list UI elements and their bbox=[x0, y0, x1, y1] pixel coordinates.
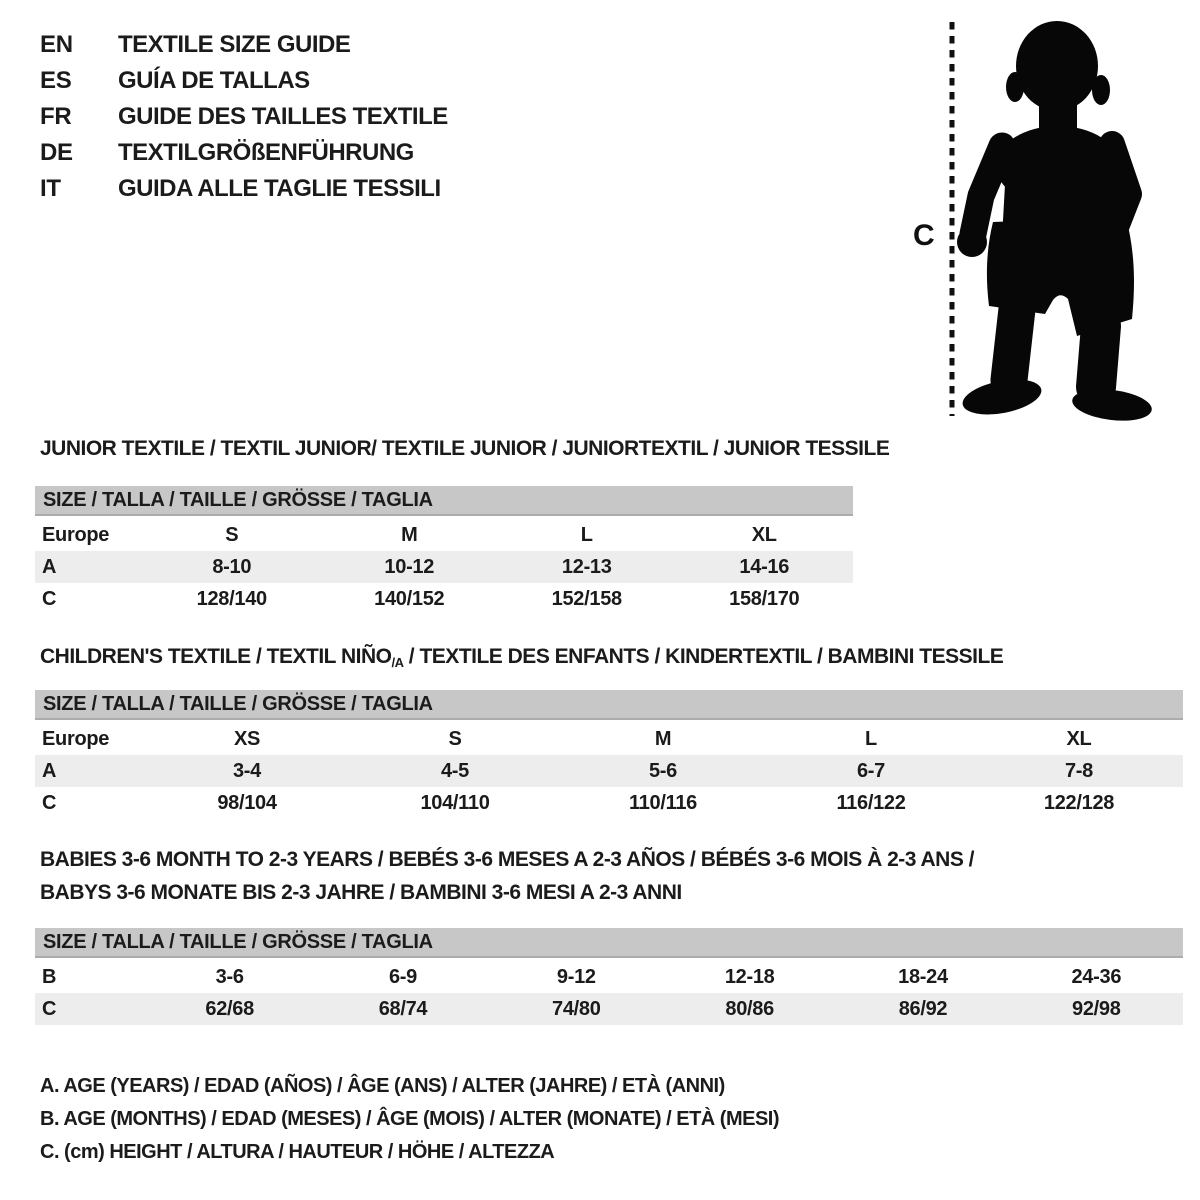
language-code: ES bbox=[40, 67, 72, 94]
cell: 62/68 bbox=[205, 998, 254, 1020]
height-measure-label: C bbox=[913, 219, 935, 252]
language-row-it bbox=[40, 171, 448, 207]
cell: 158/170 bbox=[729, 588, 800, 610]
language-row-de bbox=[40, 135, 448, 171]
row-label: A bbox=[42, 760, 57, 782]
cell: 5-6 bbox=[648, 760, 677, 782]
cell: XL bbox=[751, 524, 777, 546]
table-row bbox=[35, 787, 1183, 819]
cell: L bbox=[865, 728, 877, 750]
junior-section-heading: JUNIOR TEXTILE / TEXTIL JUNIOR/ TEXTILE JUNIOR / JUNIORTEXTIL / JUNIOR TESSILE bbox=[40, 437, 890, 460]
cell: 104/110 bbox=[420, 792, 490, 814]
size-header: SIZE / TALLA / TAILLE / GRÖSSE / TAGLIA bbox=[35, 486, 853, 516]
table-row bbox=[35, 519, 853, 551]
language-row-fr bbox=[40, 99, 448, 135]
children-heading-sub: /A bbox=[391, 655, 404, 670]
row-label: Europe bbox=[42, 728, 110, 750]
row-label: C bbox=[42, 792, 57, 814]
cell: 80/86 bbox=[725, 998, 774, 1020]
row-label: B bbox=[42, 966, 57, 988]
language-code: FR bbox=[40, 103, 72, 130]
cell: L bbox=[580, 524, 593, 546]
cell: 10-12 bbox=[384, 556, 435, 578]
children-section-heading bbox=[40, 645, 1003, 675]
babies-section-heading bbox=[40, 848, 974, 905]
language-row-es bbox=[40, 63, 448, 99]
children-heading-post: / TEXTILE DES ENFANTS / KINDERTEXTIL / BAMBINI TESSILE bbox=[403, 645, 1004, 668]
row-label: C bbox=[42, 998, 57, 1020]
language-code: EN bbox=[40, 31, 73, 58]
baby-silhouette-figure bbox=[905, 14, 1155, 426]
size-header: SIZE / TALLA / TAILLE / GRÖSSE / TAGLIA bbox=[35, 928, 1183, 958]
cell: 3-4 bbox=[232, 760, 261, 782]
cell: S bbox=[448, 728, 462, 750]
legend-line-a: A. AGE (YEARS) / EDAD (AÑOS) / ÂGE (ANS) / ALTER (JAHRE) / ETÀ (ANNI) bbox=[40, 1075, 725, 1097]
cell: 9-12 bbox=[556, 966, 596, 988]
legend-line-c: C. (cm) HEIGHT / ALTURA / HAUTEUR / HÖHE / ALTEZZA bbox=[40, 1141, 555, 1163]
table-row bbox=[35, 551, 853, 583]
cell: 4-5 bbox=[440, 760, 469, 782]
language-title: GUÍA DE TALLAS bbox=[118, 67, 310, 94]
cell: 152/158 bbox=[551, 588, 622, 610]
cell: 116/122 bbox=[836, 792, 906, 814]
cell: 122/128 bbox=[1043, 792, 1115, 814]
language-title: GUIDE DES TAILLES TEXTILE bbox=[118, 103, 448, 130]
language-list bbox=[40, 27, 448, 207]
cell: S bbox=[225, 524, 239, 546]
row-label: A bbox=[42, 556, 57, 578]
children-size-table bbox=[35, 690, 1183, 819]
table-row bbox=[35, 583, 853, 615]
cell: M bbox=[654, 728, 672, 750]
legend bbox=[40, 1070, 779, 1169]
table-row bbox=[35, 993, 1183, 1025]
cell: 74/80 bbox=[552, 998, 601, 1020]
language-code: IT bbox=[40, 175, 61, 202]
babies-heading-line1: BABIES 3-6 MONTH TO 2-3 YEARS / BEBÉS 3-6 MESES A 2-3 AÑOS / BÉBÉS 3-6 MOIS À 2-3 ANS / bbox=[40, 848, 975, 871]
cell: 68/74 bbox=[378, 998, 428, 1020]
cell: 12-18 bbox=[724, 966, 775, 988]
cell: XL bbox=[1066, 728, 1092, 750]
baby-silhouette-icon bbox=[957, 21, 1154, 425]
cell: 7-8 bbox=[1064, 760, 1093, 782]
cell: 8-10 bbox=[212, 556, 252, 578]
row-label: C bbox=[42, 588, 57, 610]
row-label: Europe bbox=[42, 524, 110, 546]
table-row bbox=[35, 755, 1183, 787]
children-heading-pre: CHILDREN'S TEXTILE / TEXTIL NIÑO bbox=[40, 645, 392, 668]
cell: 18-24 bbox=[898, 966, 948, 988]
table-row bbox=[35, 723, 1183, 755]
language-row-en bbox=[40, 27, 448, 63]
babies-heading-line2: BABYS 3-6 MONATE BIS 2-3 JAHRE / BAMBINI 3-6 MESI A 2-3 ANNI bbox=[40, 881, 682, 904]
cell: 98/104 bbox=[217, 792, 277, 814]
legend-line-b: B. AGE (MONTHS) / EDAD (MESES) / ÂGE (MOIS) / ALTER (MONATE) / ETÀ (MESI) bbox=[40, 1108, 780, 1130]
cell: 6-7 bbox=[856, 760, 885, 782]
language-title: GUIDA ALLE TAGLIE TESSILI bbox=[118, 175, 441, 202]
size-header: SIZE / TALLA / TAILLE / GRÖSSE / TAGLIA bbox=[35, 690, 1183, 720]
cell: 140/152 bbox=[374, 588, 445, 610]
cell: M bbox=[401, 524, 418, 546]
cell: 86/92 bbox=[898, 998, 948, 1020]
language-title: TEXTILE SIZE GUIDE bbox=[118, 31, 351, 58]
language-code: DE bbox=[40, 139, 73, 166]
cell: 24-36 bbox=[1071, 966, 1122, 988]
cell: 3-6 bbox=[215, 966, 244, 988]
cell: 128/140 bbox=[196, 588, 267, 610]
cell: XS bbox=[233, 728, 261, 750]
cell: 92/98 bbox=[1072, 998, 1121, 1020]
babies-size-table bbox=[35, 928, 1183, 1025]
cell: 110/116 bbox=[629, 792, 697, 814]
language-title: TEXTILGRÖßENFÜHRUNG bbox=[118, 139, 414, 166]
cell: 14-16 bbox=[739, 556, 790, 578]
cell: 6-9 bbox=[388, 966, 417, 988]
junior-size-table bbox=[35, 486, 853, 615]
cell: 12-13 bbox=[561, 556, 612, 578]
table-row bbox=[35, 961, 1183, 993]
